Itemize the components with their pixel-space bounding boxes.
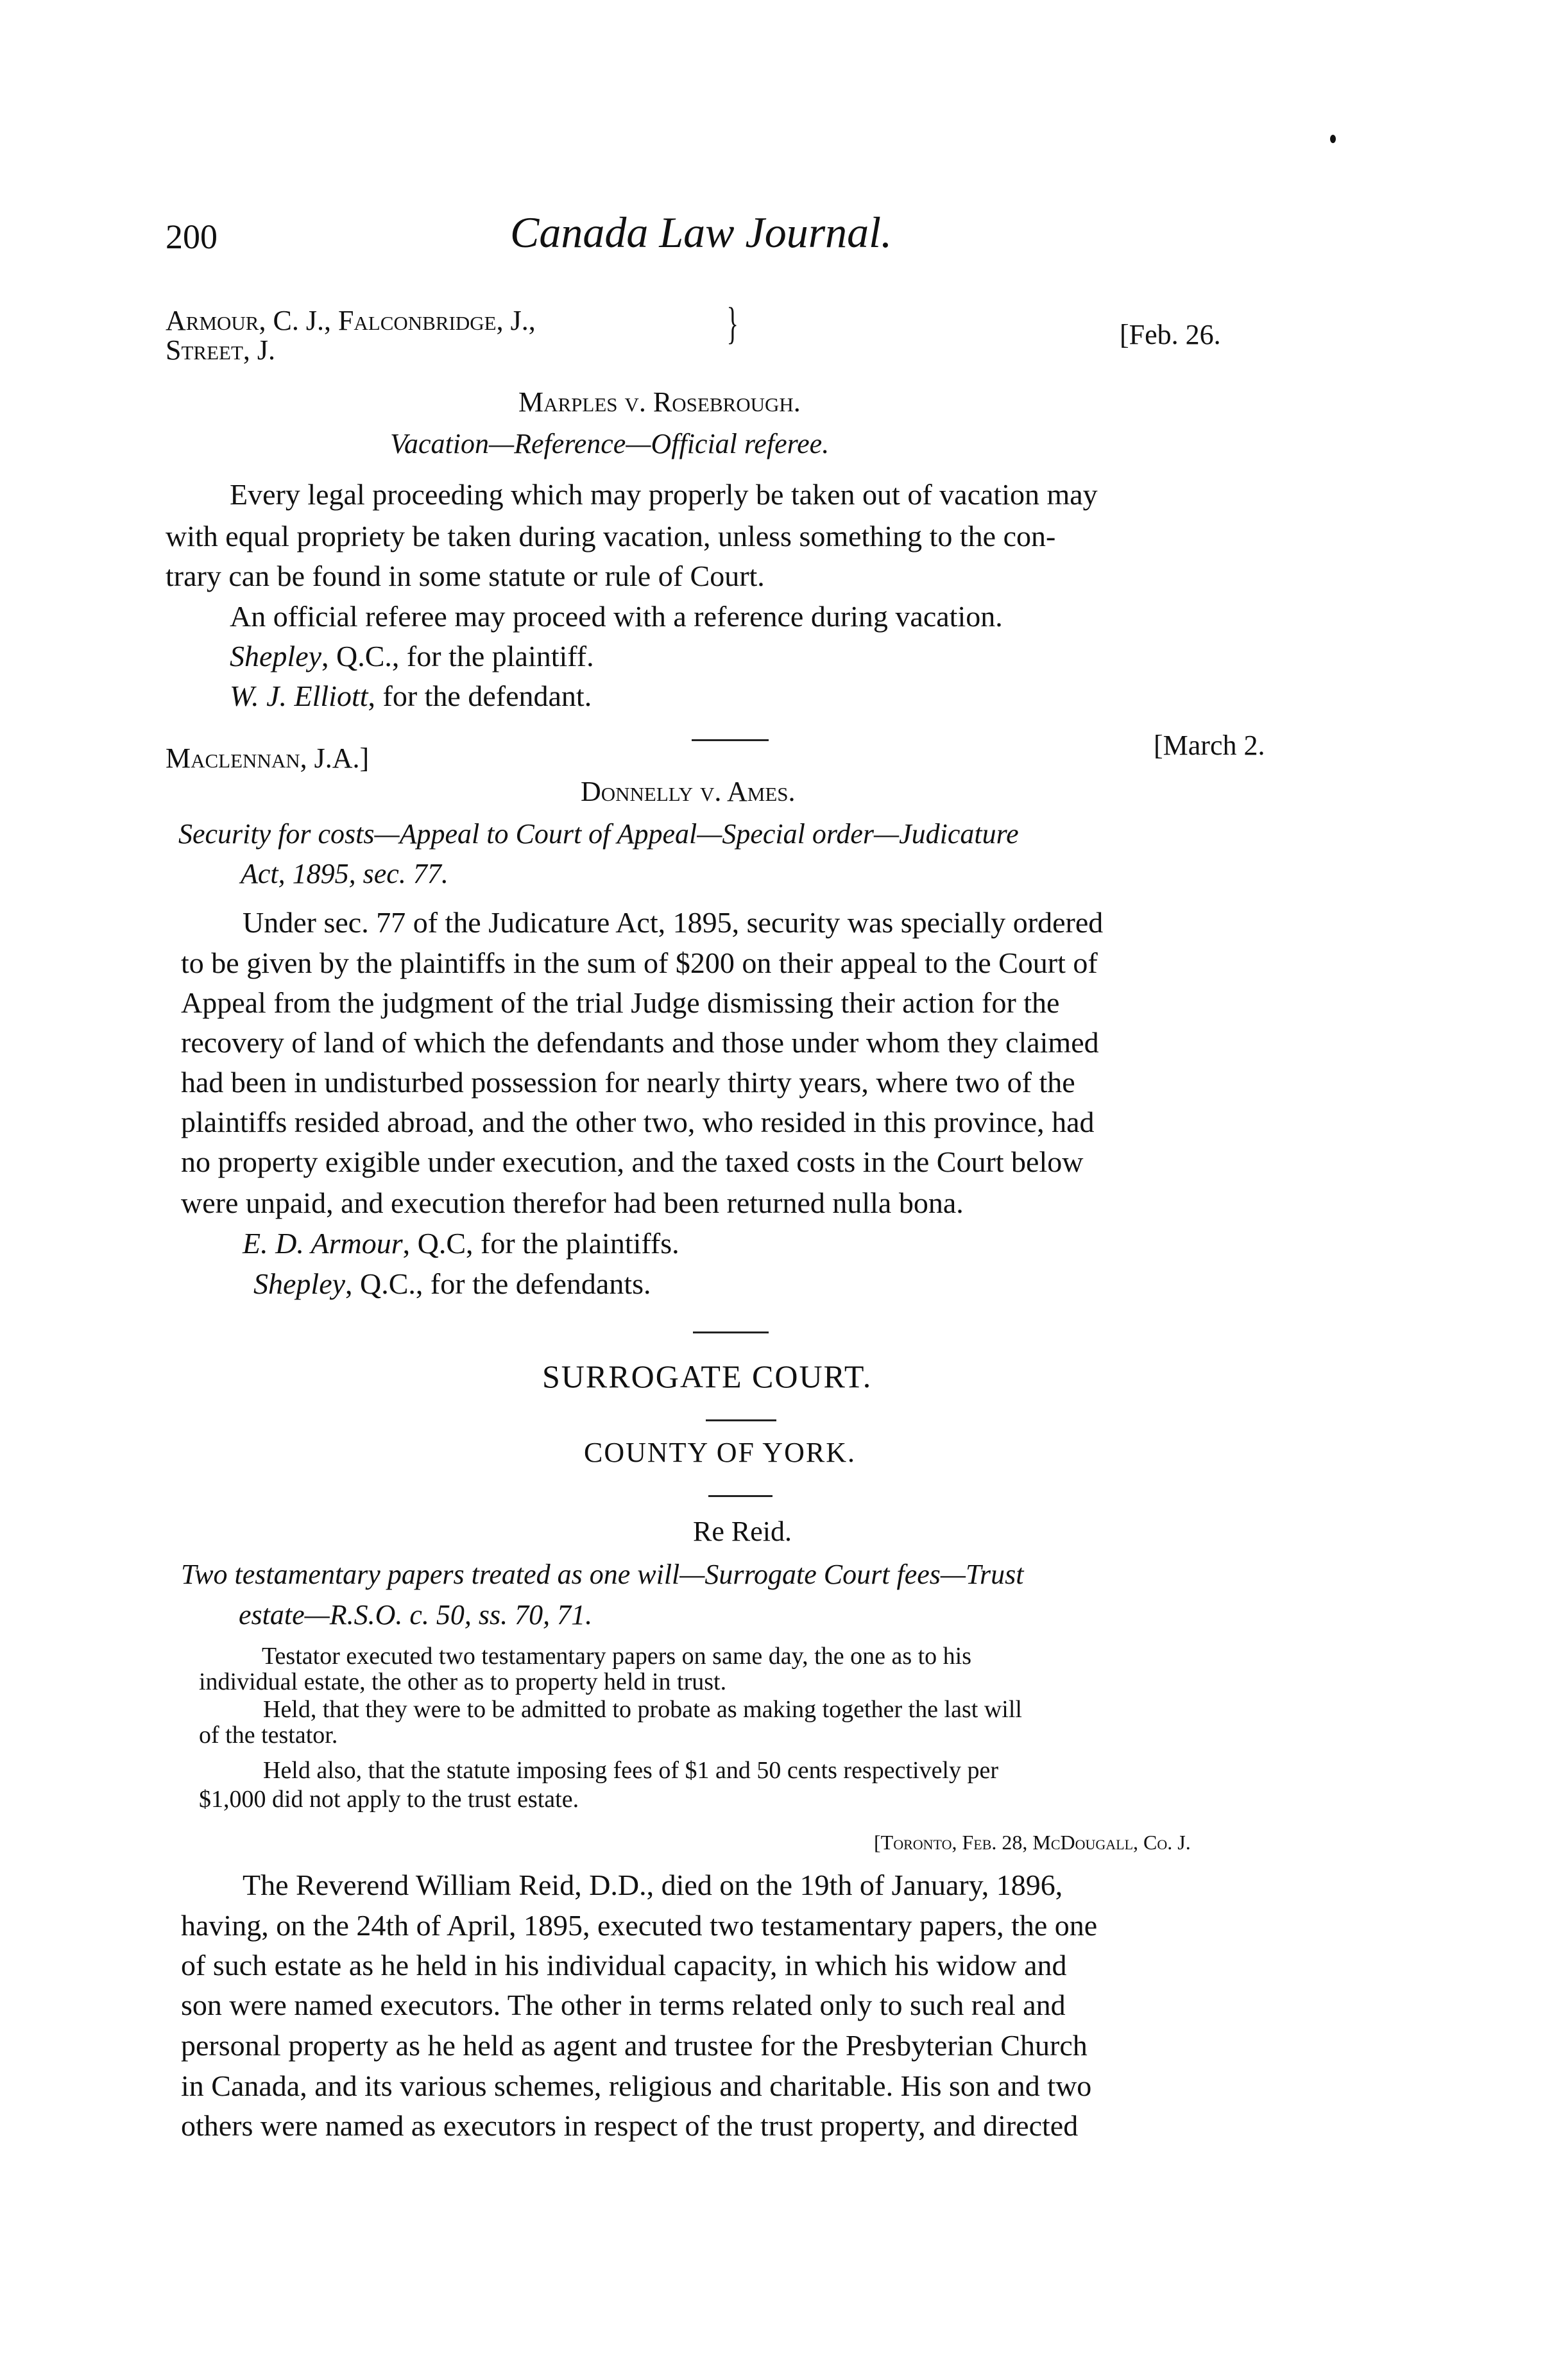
divider [693, 1331, 769, 1333]
paragraph-line: had been in undisturbed possession for nearly thirty years, where two of the [181, 1066, 1075, 1099]
counsel-name: E. D. Armour [243, 1227, 403, 1260]
summary-line: Held, that they were to be admitted to probate as making together the last will [263, 1696, 1022, 1723]
paragraph-line: The Reverend William Reid, D.D., died on the 19th of January, 1896, [243, 1869, 1063, 1901]
case-title [693, 1518, 792, 1546]
counsel-role: , Q.C., for the defendants. [345, 1267, 651, 1300]
paragraph-line: with equal propriety be taken during vacation, unless something to the con- [166, 520, 1056, 552]
paragraph-line: Every legal proceeding which may properly be taken out of vacation may [230, 478, 1098, 511]
paragraph-line: Appeal from the judgment of the trial Judge dismissing their action for the [181, 986, 1060, 1019]
summary-line: Held also, that the statute imposing fees of $1 and 50 cents respectively per [263, 1757, 999, 1784]
paragraph-line: trary can be found in some statute or rule of Court. [166, 560, 765, 592]
judges-brace: } [726, 299, 739, 348]
judges-line-1: Armour, C. J., Falconbridge, J., [166, 305, 536, 336]
summary-line: $1,000 did not apply to the trust estate. [199, 1786, 579, 1813]
paragraph-line: son were named executors. The other in terms related only to such real and [181, 1989, 1066, 2021]
journal-title: Canada Law Journal. [510, 208, 892, 257]
headnote-line: estate—R.S.O. c. 50, ss. 70, 71. [239, 1599, 593, 1631]
case-title: Donnelly v. Ames. [581, 776, 796, 807]
case-title-text: Re Reid. [693, 1516, 792, 1547]
divider [706, 1419, 776, 1421]
counsel-name: W. J. Elliott [230, 680, 368, 712]
summary-line: Testator executed two testamentary papers on same day, the one as to his [262, 1643, 972, 1670]
counsel-role: , Q.C., for the plaintiff. [321, 640, 594, 672]
section-heading: SURROGATE COURT. [542, 1358, 873, 1394]
case-title: Marples v. Rosebrough. [518, 386, 801, 418]
headnote-line: Two testamentary papers treated as one will—Surrogate Court fees—Trust [181, 1559, 1024, 1590]
counsel-name: Shepley [230, 640, 322, 672]
counsel-role: , Q.C, for the plaintiffs. [402, 1227, 679, 1260]
counsel-line [230, 681, 592, 711]
counsel-line [230, 642, 594, 671]
paragraph-line: were unpaid, and execution therefor had been returned nulla bona. [181, 1186, 964, 1219]
counsel-name: Shepley [253, 1267, 346, 1300]
headnote-line: Security for costs—Appeal to Court of Appeal—Special order—Judicature [178, 818, 1019, 850]
case-date: [Feb. 26. [1120, 319, 1221, 350]
paragraph-line: of such estate as he held in his individual capacity, in which his widow and [181, 1949, 1067, 1982]
summary-line: of the testator. [199, 1722, 338, 1749]
paragraph-line: no property exigible under execution, and the taxed costs in the Court below [181, 1145, 1084, 1178]
court-date: [Toronto, Feb. 28, McDougall, Co. J. [874, 1831, 1191, 1854]
paragraph-line: recovery of land of which the defendants and those under whom they claimed [181, 1026, 1099, 1059]
paragraph-line: having, on the 24th of April, 1895, executed two testamentary papers, the one [181, 1909, 1098, 1942]
paragraph-line: personal property as he held as agent and trustee for the Presbyterian Church [181, 2029, 1088, 2062]
paragraph-line: Under sec. 77 of the Judicature Act, 1895, security was specially ordered [243, 906, 1104, 939]
section-subheading: COUNTY OF YORK. [584, 1437, 856, 1468]
case-headnote: Vacation—Reference—Official referee. [390, 428, 830, 459]
paragraph-line: others were named as executors in respect of the trust property, and directed [181, 2109, 1079, 2142]
page-number: 200 [166, 218, 218, 256]
judge-name: Maclennan, J.A.] [166, 742, 370, 774]
counsel-line [253, 1269, 651, 1299]
judges-line-2: Street, J. [166, 334, 276, 366]
divider [692, 739, 769, 741]
paragraph-line: in Canada, and its various schemes, religious and charitable. His son and two [181, 2069, 1092, 2102]
paragraph-line: plaintiffs resided abroad, and the other two, who resided in this province, had [181, 1106, 1095, 1138]
case-date: [March 2. [1154, 730, 1265, 761]
summary-line: individual estate, the other as to property held in trust. [199, 1668, 727, 1695]
ink-speck [1330, 135, 1336, 143]
counsel-role: , for the defendant. [368, 680, 592, 712]
holding-line: An official referee may proceed with a reference during vacation. [230, 600, 1003, 633]
paragraph-line: to be given by the plaintiffs in the sum of $200 on their appeal to the Court of [181, 946, 1098, 979]
headnote-line: Act, 1895, sec. 77. [241, 858, 448, 889]
counsel-line [243, 1229, 679, 1258]
divider [708, 1495, 772, 1497]
